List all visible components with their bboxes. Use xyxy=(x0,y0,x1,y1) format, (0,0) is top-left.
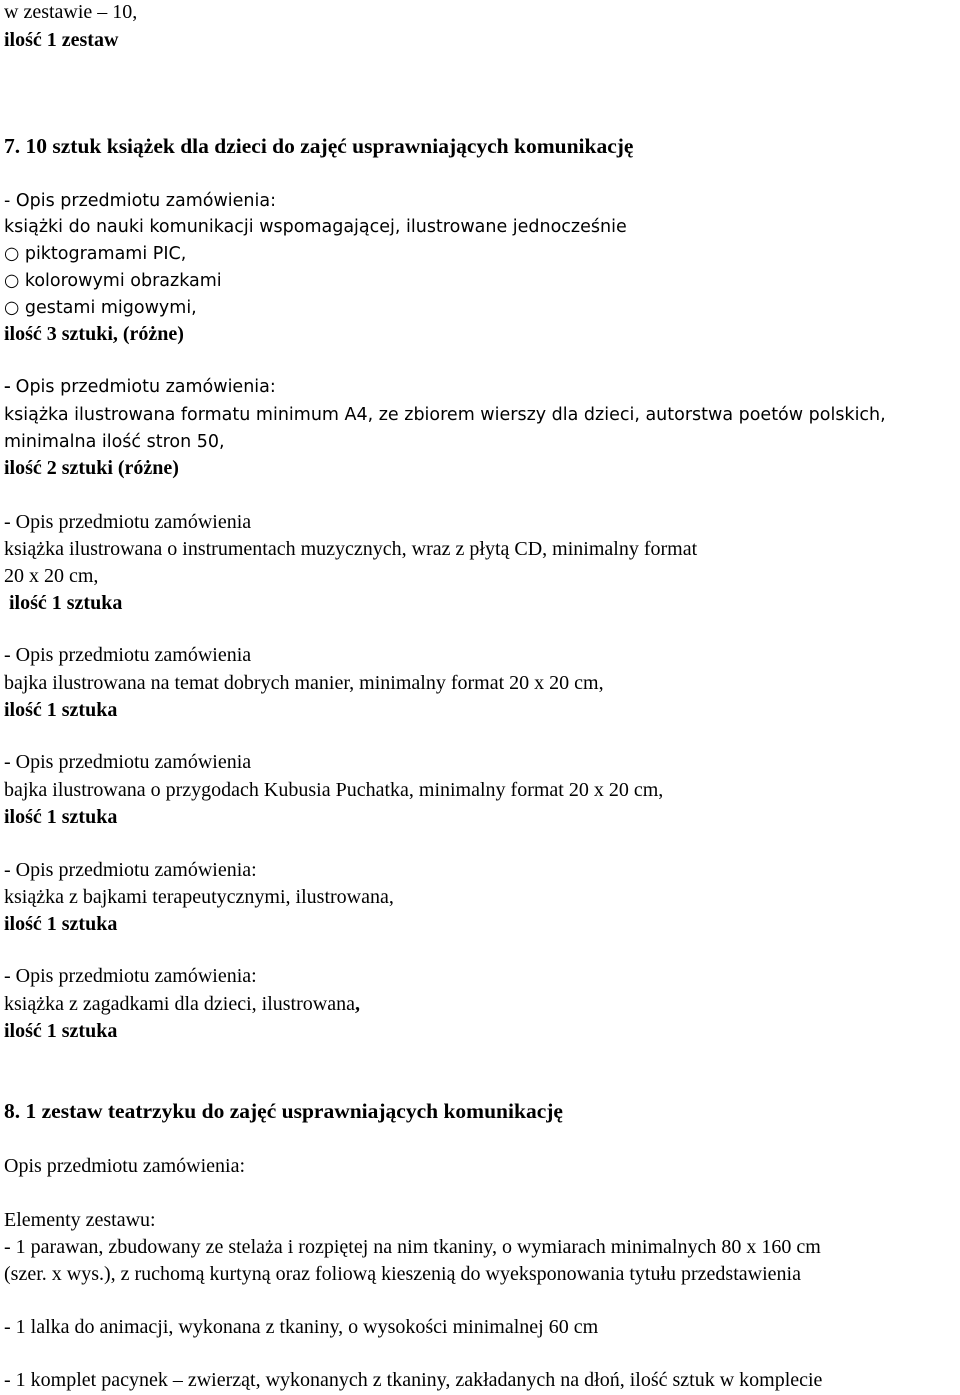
item-6-label: - Opis przedmiotu zamówienia: xyxy=(4,859,257,881)
item-7-quantity: ilość 1 sztuka xyxy=(4,1020,118,1042)
item-2-description-1: książka ilustrowana formatu minimum A4, ze zbiorem wierszy dla dzieci, autorstwa poetów polskich, xyxy=(4,405,886,425)
item-5-quantity: ilość 1 sztuka xyxy=(4,806,118,828)
section-8-elements-label: Elementy zestawu: xyxy=(4,1209,156,1231)
item-3-quantity: ilość 1 sztuka xyxy=(4,592,123,614)
top-quantity: ilość 1 zestaw xyxy=(4,29,119,51)
section-8-heading: 8. 1 zestaw teatrzyku do zajęć usprawniających komunikację xyxy=(4,1099,563,1123)
section-8-element-3: - 1 komplet pacynek – zwierząt, wykonanych z tkaniny, zakładanych na dłoń, ilość sztuk w komplecie xyxy=(4,1369,823,1391)
item-4-quantity: ilość 1 sztuka xyxy=(4,699,118,721)
item-7-label: - Opis przedmiotu zamówienia: xyxy=(4,965,257,987)
item-6-description: książka z bajkami terapeutycznymi, ilustrowana, xyxy=(4,886,394,908)
section-8-label: Opis przedmiotu zamówienia: xyxy=(4,1155,246,1177)
item-1-bullet-3: ○ gestami migowymi, xyxy=(4,298,197,318)
item-1-description: książki do nauki komunikacji wspomagającej, ilustrowane jednocześnie xyxy=(4,217,627,237)
item-2-dash: - xyxy=(4,375,16,397)
item-6-quantity: ilość 1 sztuka xyxy=(4,913,118,935)
item-1-bullet-2: ○ kolorowymi obrazkami xyxy=(4,271,222,291)
section-7-heading: 7. 10 sztuk książek dla dzieci do zajęć usprawniających komunikację xyxy=(4,134,634,158)
item-7-description xyxy=(4,992,360,1016)
item-1-quantity: ilość 3 sztuki, (różne) xyxy=(4,323,184,345)
item-7-description-comma: , xyxy=(354,993,360,1015)
item-3-label: - Opis przedmiotu zamówienia xyxy=(4,511,252,533)
item-2-label-text: Opis przedmiotu zamówienia: xyxy=(15,377,276,397)
item-2-quantity: ilość 2 sztuki (różne) xyxy=(4,457,179,479)
item-2-label xyxy=(4,374,276,399)
item-2-description-2: minimalna ilość stron 50, xyxy=(4,432,225,452)
item-3-description-2: 20 x 20 cm, xyxy=(4,565,99,587)
item-3-description-1: książka ilustrowana o instrumentach muzycznych, wraz z płytą CD, minimalny format xyxy=(4,538,698,560)
item-1-bullet-1: ○ piktogramami PIC, xyxy=(4,244,187,264)
item-1-label: - Opis przedmiotu zamówienia: xyxy=(4,191,276,211)
item-5-description: bajka ilustrowana o przygodach Kubusia Puchatka, minimalny format 20 x 20 cm, xyxy=(4,779,664,801)
top-line-1: w zestawie – 10, xyxy=(4,1,138,23)
section-8-element-1-line-1: - 1 parawan, zbudowany ze stelaża i rozpiętej na nim tkaniny, o wymiarach minimalnych 80 x 160 cm xyxy=(4,1236,821,1258)
item-4-label: - Opis przedmiotu zamówienia xyxy=(4,644,252,666)
item-5-label: - Opis przedmiotu zamówienia xyxy=(4,751,252,773)
section-8-element-1-line-2: (szer. x wys.), z ruchomą kurtyną oraz foliową kieszenią do wyeksponowania tytułu przedstawienia xyxy=(4,1263,801,1285)
item-4-description: bajka ilustrowana na temat dobrych manier, minimalny format 20 x 20 cm, xyxy=(4,672,604,694)
item-7-description-text: książka z zagadkami dla dzieci, ilustrowana xyxy=(4,993,355,1015)
section-8-element-2: - 1 lalka do animacji, wykonana z tkaniny, o wysokości minimalnej 60 cm xyxy=(4,1316,599,1338)
